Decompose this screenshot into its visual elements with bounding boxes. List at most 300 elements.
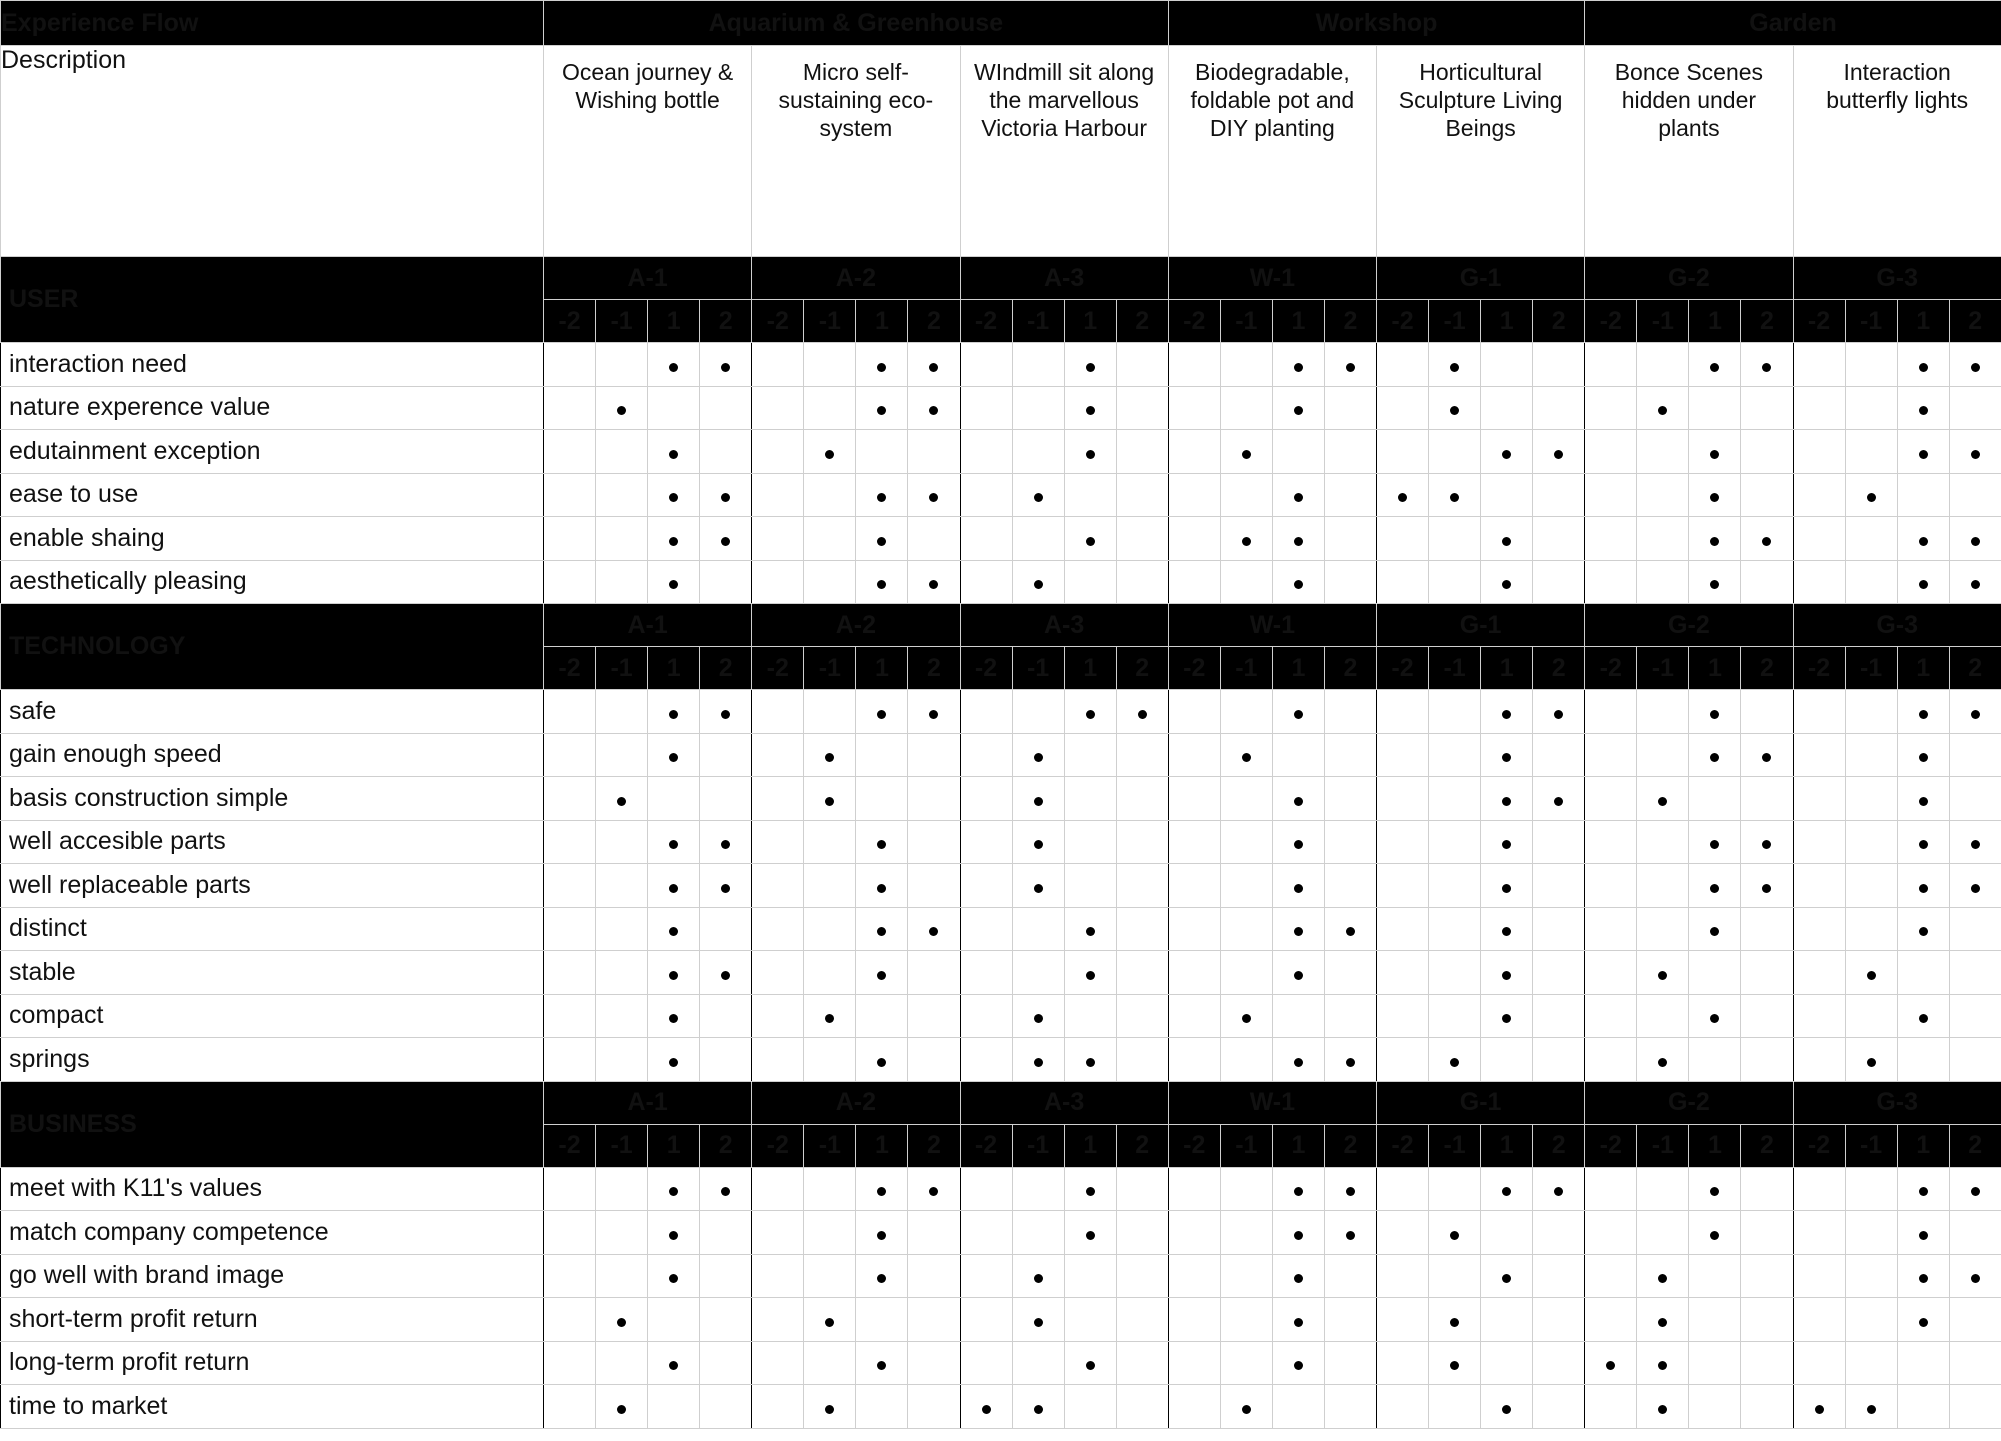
score-cell xyxy=(1324,1167,1376,1211)
concept-code: W-1 xyxy=(1168,257,1376,300)
score-cell xyxy=(1429,690,1481,734)
score-cell xyxy=(1533,560,1585,604)
score-cell xyxy=(1012,1211,1064,1255)
score-dot xyxy=(1294,1058,1303,1067)
score-cell xyxy=(1585,517,1637,561)
score-cell xyxy=(960,560,1012,604)
scale-label: -1 xyxy=(1845,300,1897,343)
criterion-label: aesthetically pleasing xyxy=(1,560,544,604)
scale-label: 2 xyxy=(1324,647,1376,690)
score-cell xyxy=(1637,907,1689,951)
score-dot xyxy=(1086,363,1095,372)
score-dot xyxy=(1971,450,1980,459)
score-cell xyxy=(908,1254,960,1298)
score-cell xyxy=(1793,1385,1845,1429)
score-cell xyxy=(1689,1298,1741,1342)
score-cell xyxy=(960,820,1012,864)
score-cell xyxy=(1272,1341,1324,1385)
score-cell xyxy=(700,1298,752,1342)
score-cell xyxy=(700,864,752,908)
score-cell xyxy=(1429,820,1481,864)
score-dot xyxy=(1034,884,1043,893)
score-cell xyxy=(1533,777,1585,821)
score-cell xyxy=(1533,473,1585,517)
score-cell xyxy=(1324,820,1376,864)
score-cell xyxy=(1533,1167,1585,1211)
score-cell xyxy=(1324,1385,1376,1429)
score-cell xyxy=(908,386,960,430)
score-dot xyxy=(1710,1187,1719,1196)
scale-label: -2 xyxy=(1793,300,1845,343)
scale-label: 1 xyxy=(1689,647,1741,690)
score-cell xyxy=(1272,1038,1324,1082)
score-cell xyxy=(1793,1038,1845,1082)
score-dot xyxy=(877,710,886,719)
score-dot xyxy=(1710,493,1719,502)
score-cell xyxy=(804,343,856,387)
score-cell xyxy=(1220,1254,1272,1298)
score-cell xyxy=(1116,473,1168,517)
concept-code: G-1 xyxy=(1377,604,1585,647)
score-dot xyxy=(669,710,678,719)
criterion-row xyxy=(1,386,2001,430)
score-cell xyxy=(1429,1254,1481,1298)
score-dot xyxy=(1658,1405,1667,1414)
score-cell xyxy=(1429,864,1481,908)
score-cell xyxy=(1324,733,1376,777)
score-cell xyxy=(1585,1038,1637,1082)
score-cell xyxy=(1949,473,2001,517)
score-cell xyxy=(544,777,596,821)
score-cell xyxy=(596,430,648,474)
score-cell xyxy=(1949,1254,2001,1298)
scale-label: -1 xyxy=(804,647,856,690)
criterion-label: nature experence value xyxy=(1,386,544,430)
score-cell xyxy=(1793,430,1845,474)
score-cell xyxy=(1845,430,1897,474)
scale-label: -1 xyxy=(596,647,648,690)
score-dot xyxy=(669,971,678,980)
score-cell xyxy=(804,473,856,517)
score-cell xyxy=(752,951,804,995)
score-cell xyxy=(1741,386,1793,430)
score-dot xyxy=(617,797,626,806)
score-cell xyxy=(700,517,752,561)
score-cell xyxy=(1845,1298,1897,1342)
score-cell xyxy=(544,820,596,864)
scale-label: 1 xyxy=(856,647,908,690)
score-cell xyxy=(1324,473,1376,517)
scale-label: -1 xyxy=(804,300,856,343)
score-dot xyxy=(877,840,886,849)
score-dot xyxy=(1554,1187,1563,1196)
score-dot xyxy=(877,971,886,980)
score-cell xyxy=(908,1385,960,1429)
score-cell xyxy=(1012,1167,1064,1211)
score-dot xyxy=(1346,1058,1355,1067)
scale-label: -2 xyxy=(960,300,1012,343)
score-dot xyxy=(825,797,834,806)
score-cell xyxy=(1377,1385,1429,1429)
score-cell xyxy=(648,733,700,777)
score-cell xyxy=(1481,1167,1533,1211)
criterion-label: match company competence xyxy=(1,1211,544,1255)
score-dot xyxy=(877,1058,886,1067)
score-cell xyxy=(1064,733,1116,777)
concept-code: G-3 xyxy=(1793,1081,2001,1124)
score-dot xyxy=(1086,406,1095,415)
score-cell xyxy=(1585,1298,1637,1342)
score-cell xyxy=(1585,733,1637,777)
score-cell xyxy=(1689,1254,1741,1298)
criterion-row xyxy=(1,1254,2001,1298)
score-cell xyxy=(1533,864,1585,908)
score-cell xyxy=(1064,386,1116,430)
score-dot xyxy=(1086,971,1095,980)
score-cell xyxy=(1064,517,1116,561)
score-cell xyxy=(908,951,960,995)
score-dot xyxy=(1294,927,1303,936)
scale-label: -2 xyxy=(1585,647,1637,690)
scale-label: 2 xyxy=(1741,1124,1793,1167)
scale-label: -2 xyxy=(1585,300,1637,343)
score-cell xyxy=(1116,430,1168,474)
score-dot xyxy=(1502,797,1511,806)
concept-description: Interaction butterfly lights xyxy=(1826,59,1969,113)
score-dot xyxy=(877,493,886,502)
score-cell xyxy=(1689,907,1741,951)
score-cell xyxy=(1377,1341,1429,1385)
score-cell xyxy=(1064,994,1116,1038)
score-cell xyxy=(1116,1341,1168,1385)
criterion-row xyxy=(1,733,2001,777)
score-cell xyxy=(1429,1341,1481,1385)
score-dot xyxy=(1815,1405,1824,1414)
score-cell xyxy=(1637,690,1689,734)
score-cell xyxy=(1845,907,1897,951)
score-cell xyxy=(1012,864,1064,908)
scale-label: 1 xyxy=(1897,300,1949,343)
score-dot xyxy=(1086,710,1095,719)
score-cell xyxy=(1064,560,1116,604)
score-dot xyxy=(1710,537,1719,546)
score-dot xyxy=(877,1187,886,1196)
score-dot xyxy=(1502,1405,1511,1414)
score-cell xyxy=(1897,1341,1949,1385)
score-cell xyxy=(544,343,596,387)
scale-label: -1 xyxy=(1429,1124,1481,1167)
score-cell xyxy=(1949,994,2001,1038)
score-cell xyxy=(1949,1298,2001,1342)
score-cell xyxy=(1897,994,1949,1038)
score-cell xyxy=(1585,430,1637,474)
score-cell xyxy=(1012,690,1064,734)
score-cell xyxy=(1116,517,1168,561)
score-dot xyxy=(825,753,834,762)
score-cell xyxy=(1637,386,1689,430)
score-cell xyxy=(752,994,804,1038)
score-dot xyxy=(1606,1361,1615,1370)
score-dot xyxy=(1919,406,1928,415)
score-cell xyxy=(1585,820,1637,864)
score-cell xyxy=(1741,343,1793,387)
score-cell xyxy=(1585,1211,1637,1255)
criterion-row xyxy=(1,1341,2001,1385)
score-cell xyxy=(1689,951,1741,995)
score-cell xyxy=(1793,907,1845,951)
score-dot xyxy=(825,1405,834,1414)
score-cell xyxy=(1064,1385,1116,1429)
score-cell xyxy=(648,777,700,821)
score-cell xyxy=(1012,1254,1064,1298)
score-cell xyxy=(1481,907,1533,951)
score-cell xyxy=(700,907,752,951)
concept-code: A-2 xyxy=(752,257,960,300)
zone-header-row xyxy=(1,1,2001,46)
score-cell xyxy=(1689,994,1741,1038)
score-cell xyxy=(1533,994,1585,1038)
score-cell xyxy=(1481,1298,1533,1342)
score-cell xyxy=(908,1298,960,1342)
criterion-label: meet with K11's values xyxy=(1,1167,544,1211)
score-cell xyxy=(1429,560,1481,604)
score-cell xyxy=(1168,951,1220,995)
score-dot xyxy=(1919,580,1928,589)
score-cell xyxy=(1689,343,1741,387)
score-cell xyxy=(1272,517,1324,561)
score-cell xyxy=(1741,864,1793,908)
score-cell xyxy=(544,1385,596,1429)
score-cell xyxy=(1481,1038,1533,1082)
score-cell xyxy=(1012,907,1064,951)
score-cell xyxy=(804,733,856,777)
score-dot xyxy=(1294,1231,1303,1240)
score-cell xyxy=(1324,690,1376,734)
score-cell xyxy=(544,430,596,474)
score-cell xyxy=(856,386,908,430)
score-dot xyxy=(1242,1405,1251,1414)
score-dot xyxy=(1034,1058,1043,1067)
score-cell xyxy=(648,560,700,604)
score-dot xyxy=(1658,1361,1667,1370)
score-cell xyxy=(1168,733,1220,777)
score-cell xyxy=(804,777,856,821)
score-cell xyxy=(752,560,804,604)
score-cell xyxy=(1168,1298,1220,1342)
score-cell xyxy=(1168,1341,1220,1385)
scale-label: 2 xyxy=(1324,300,1376,343)
scale-label: -2 xyxy=(1585,1124,1637,1167)
concept-description: Horticultural Sculpture Living Beings xyxy=(1398,59,1563,141)
score-cell xyxy=(1741,473,1793,517)
score-cell xyxy=(1116,820,1168,864)
score-cell xyxy=(544,386,596,430)
criterion-label: long-term profit return xyxy=(1,1341,544,1385)
score-cell xyxy=(544,1038,596,1082)
scale-label: -1 xyxy=(1012,300,1064,343)
zone-label: Aquarium & Greenhouse xyxy=(544,1,1169,46)
score-cell xyxy=(1949,777,2001,821)
concept-code: W-1 xyxy=(1168,604,1376,647)
score-cell xyxy=(700,560,752,604)
score-cell xyxy=(1793,1298,1845,1342)
score-cell xyxy=(1116,690,1168,734)
score-cell xyxy=(1533,386,1585,430)
score-cell xyxy=(1064,473,1116,517)
scale-label: -1 xyxy=(1637,647,1689,690)
score-dot xyxy=(1346,1231,1355,1240)
score-cell xyxy=(1741,951,1793,995)
score-cell xyxy=(1585,690,1637,734)
score-cell xyxy=(1116,343,1168,387)
score-dot xyxy=(1919,363,1928,372)
score-cell xyxy=(648,820,700,864)
score-cell xyxy=(1429,473,1481,517)
scale-label: 2 xyxy=(700,647,752,690)
score-cell xyxy=(1949,690,2001,734)
score-cell xyxy=(700,777,752,821)
score-cell xyxy=(1429,1298,1481,1342)
score-dot xyxy=(1034,493,1043,502)
score-cell xyxy=(1897,1167,1949,1211)
score-dot xyxy=(1971,1274,1980,1283)
scale-label: -2 xyxy=(960,1124,1012,1167)
score-cell xyxy=(1012,820,1064,864)
score-dot xyxy=(1294,1318,1303,1327)
score-cell xyxy=(1689,517,1741,561)
score-cell xyxy=(596,733,648,777)
scale-label: -2 xyxy=(752,647,804,690)
criterion-row xyxy=(1,864,2001,908)
score-cell xyxy=(1272,473,1324,517)
score-cell xyxy=(1377,386,1429,430)
score-cell xyxy=(700,473,752,517)
score-cell xyxy=(700,1385,752,1429)
score-cell xyxy=(1168,343,1220,387)
zone-label: Garden xyxy=(1585,1,2001,46)
score-dot xyxy=(1502,450,1511,459)
score-cell xyxy=(1012,994,1064,1038)
scale-label: 2 xyxy=(1741,647,1793,690)
score-cell xyxy=(1533,690,1585,734)
score-dot xyxy=(1346,1187,1355,1196)
score-cell xyxy=(1949,1341,2001,1385)
score-cell xyxy=(1949,864,2001,908)
score-cell xyxy=(1116,1211,1168,1255)
score-cell xyxy=(1897,820,1949,864)
score-cell xyxy=(1793,343,1845,387)
score-cell xyxy=(960,951,1012,995)
score-cell xyxy=(1220,994,1272,1038)
score-cell xyxy=(1949,733,2001,777)
score-dot xyxy=(1710,753,1719,762)
score-cell xyxy=(1741,560,1793,604)
score-cell xyxy=(1168,473,1220,517)
score-cell xyxy=(1741,777,1793,821)
scale-label: -2 xyxy=(960,647,1012,690)
criterion-row xyxy=(1,473,2001,517)
score-cell xyxy=(960,1038,1012,1082)
score-cell xyxy=(1116,560,1168,604)
score-cell xyxy=(1377,1038,1429,1082)
scale-label: 1 xyxy=(1272,300,1324,343)
score-cell xyxy=(1793,994,1845,1038)
score-dot xyxy=(721,537,730,546)
score-cell xyxy=(596,1254,648,1298)
concept-code: G-3 xyxy=(1793,257,2001,300)
score-cell xyxy=(1585,1254,1637,1298)
score-cell xyxy=(1637,1167,1689,1211)
scale-label: 1 xyxy=(856,1124,908,1167)
scale-label: 1 xyxy=(856,300,908,343)
score-cell xyxy=(1012,517,1064,561)
criterion-label: time to market xyxy=(1,1385,544,1429)
scale-label: -2 xyxy=(1168,1124,1220,1167)
score-cell xyxy=(1793,473,1845,517)
score-cell xyxy=(1168,430,1220,474)
score-cell xyxy=(856,777,908,821)
score-dot xyxy=(1450,1058,1459,1067)
score-cell xyxy=(1845,1167,1897,1211)
score-cell xyxy=(544,690,596,734)
score-cell xyxy=(648,1254,700,1298)
score-dot xyxy=(1502,580,1511,589)
score-cell xyxy=(1064,820,1116,864)
score-cell xyxy=(1220,864,1272,908)
score-cell xyxy=(1481,386,1533,430)
score-cell xyxy=(700,386,752,430)
score-cell xyxy=(1897,951,1949,995)
score-cell xyxy=(1324,1038,1376,1082)
criterion-row xyxy=(1,430,2001,474)
section-header-row xyxy=(1,604,2001,647)
score-cell xyxy=(648,864,700,908)
score-dot xyxy=(1658,971,1667,980)
score-dot xyxy=(669,537,678,546)
scale-label: 2 xyxy=(1116,647,1168,690)
score-cell xyxy=(1793,820,1845,864)
criterion-label: well replaceable parts xyxy=(1,864,544,908)
score-cell xyxy=(1689,430,1741,474)
score-cell xyxy=(596,1341,648,1385)
scale-label: -2 xyxy=(1377,300,1429,343)
concept-code: G-1 xyxy=(1377,257,1585,300)
score-cell xyxy=(1116,951,1168,995)
score-cell xyxy=(908,777,960,821)
score-cell xyxy=(856,517,908,561)
score-cell xyxy=(1429,1038,1481,1082)
score-cell xyxy=(856,1038,908,1082)
criterion-row xyxy=(1,1385,2001,1429)
score-dot xyxy=(877,537,886,546)
score-cell xyxy=(544,864,596,908)
score-cell xyxy=(1741,820,1793,864)
score-cell xyxy=(856,733,908,777)
scale-label: -2 xyxy=(1793,1124,1845,1167)
score-cell xyxy=(1429,386,1481,430)
score-dot xyxy=(1710,710,1719,719)
score-cell xyxy=(1220,1038,1272,1082)
score-cell xyxy=(1637,473,1689,517)
scale-label: -1 xyxy=(1220,300,1272,343)
score-dot xyxy=(1242,1014,1251,1023)
score-cell xyxy=(1481,1385,1533,1429)
scale-label: 2 xyxy=(1533,300,1585,343)
score-cell xyxy=(1272,343,1324,387)
scale-label: -1 xyxy=(1012,1124,1064,1167)
score-dot xyxy=(1502,840,1511,849)
score-cell xyxy=(908,517,960,561)
